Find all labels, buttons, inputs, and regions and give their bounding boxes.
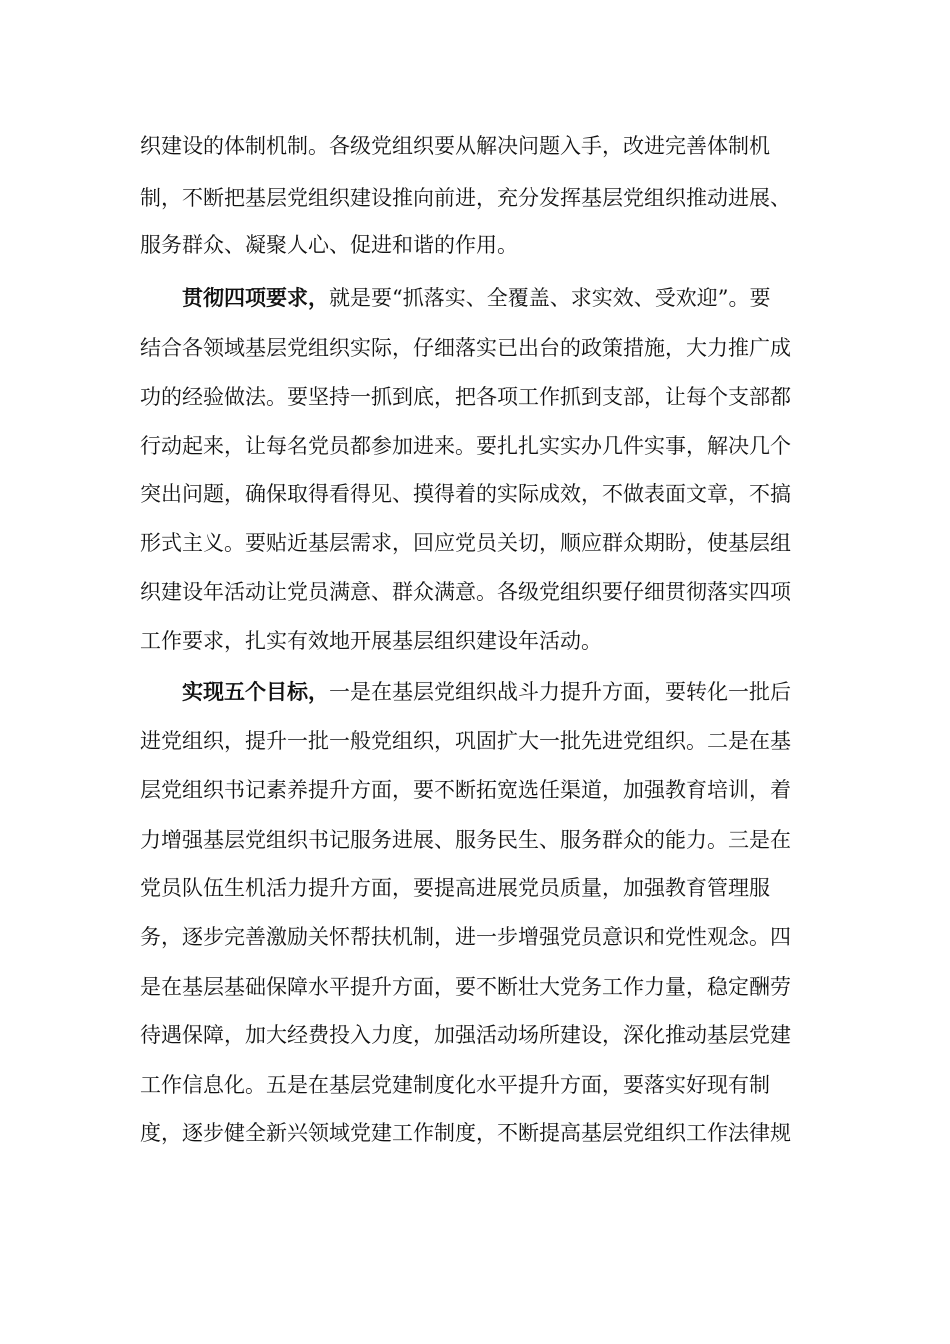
body-text-line: 功的经验做法。要坚持一抓到底，把各项工作抓到支部，让每个支部都 xyxy=(140,385,791,409)
paragraph-text: 就是要“抓落实、全覆盖、求实效、受欢迎”。要 xyxy=(329,286,771,310)
body-text-line: 进党组织，提升一批一般党组织，巩固扩大一批先进党组织。二是在基 xyxy=(140,729,791,753)
body-text-line: 形式主义。要贴近基层需求，回应党员关切，顺应群众期盼，使基层组 xyxy=(140,531,791,555)
paragraph-text: 一是在基层党组织战斗力提升方面，要转化一批后 xyxy=(329,680,791,704)
paragraph-first-line xyxy=(182,284,770,312)
body-text-line: 织建设年活动让党员满意、群众满意。各级党组织要仔细贯彻落实四项 xyxy=(140,580,791,604)
body-text-line: 突出问题，确保取得看得见、摸得着的实际成效，不做表面文章，不搞 xyxy=(140,482,791,506)
body-text-line: 结合各领域基层党组织实际，仔细落实已出台的政策措施，大力推广成 xyxy=(140,336,791,360)
body-text-line: 力增强基层党组织书记服务进展、服务民生、服务群众的能力。三是在 xyxy=(140,828,791,852)
paragraph-first-line xyxy=(182,678,791,706)
body-text-line: 待遇保障，加大经费投入力度，加强活动场所建设，深化推动基层党建 xyxy=(140,1023,791,1047)
body-text-line: 是在基层基础保障水平提升方面，要不断壮大党务工作力量，稳定酬劳 xyxy=(140,975,791,999)
body-text-line: 工作要求，扎实有效地开展基层组织建设年活动。 xyxy=(140,629,602,653)
body-text-line: 织建设的体制机制。各级党组织要从解决问题入手，改进完善体制机 xyxy=(140,134,770,158)
body-text-line: 度，逐步健全新兴领域党建工作制度，不断提高基层党组织工作法律规 xyxy=(140,1121,791,1145)
paragraph-lead-heading: 实现五个目标， xyxy=(182,679,329,704)
body-text-line: 服务群众、凝聚人心、促进和谐的作用。 xyxy=(140,233,518,257)
body-text-line: 层党组织书记素养提升方面，要不断拓宽选任渠道，加强教育培训，着 xyxy=(140,778,791,802)
body-text-line: 制，不断把基层党组织建设推向前进，充分发挥基层党组织推动进展、 xyxy=(140,186,791,210)
body-text-line: 党员队伍生机活力提升方面，要提高进展党员质量，加强教育管理服 xyxy=(140,876,770,900)
body-text-line: 务，逐步完善激励关怀帮扶机制，进一步增强党员意识和党性观念。四 xyxy=(140,925,791,949)
paragraph-lead-heading: 贯彻四项要求， xyxy=(182,285,329,310)
body-text-line: 行动起来，让每名党员都参加进来。要扎扎实实办几件实事，解决几个 xyxy=(140,434,791,458)
body-text-line: 工作信息化。五是在基层党建制度化水平提升方面，要落实好现有制 xyxy=(140,1073,770,1097)
